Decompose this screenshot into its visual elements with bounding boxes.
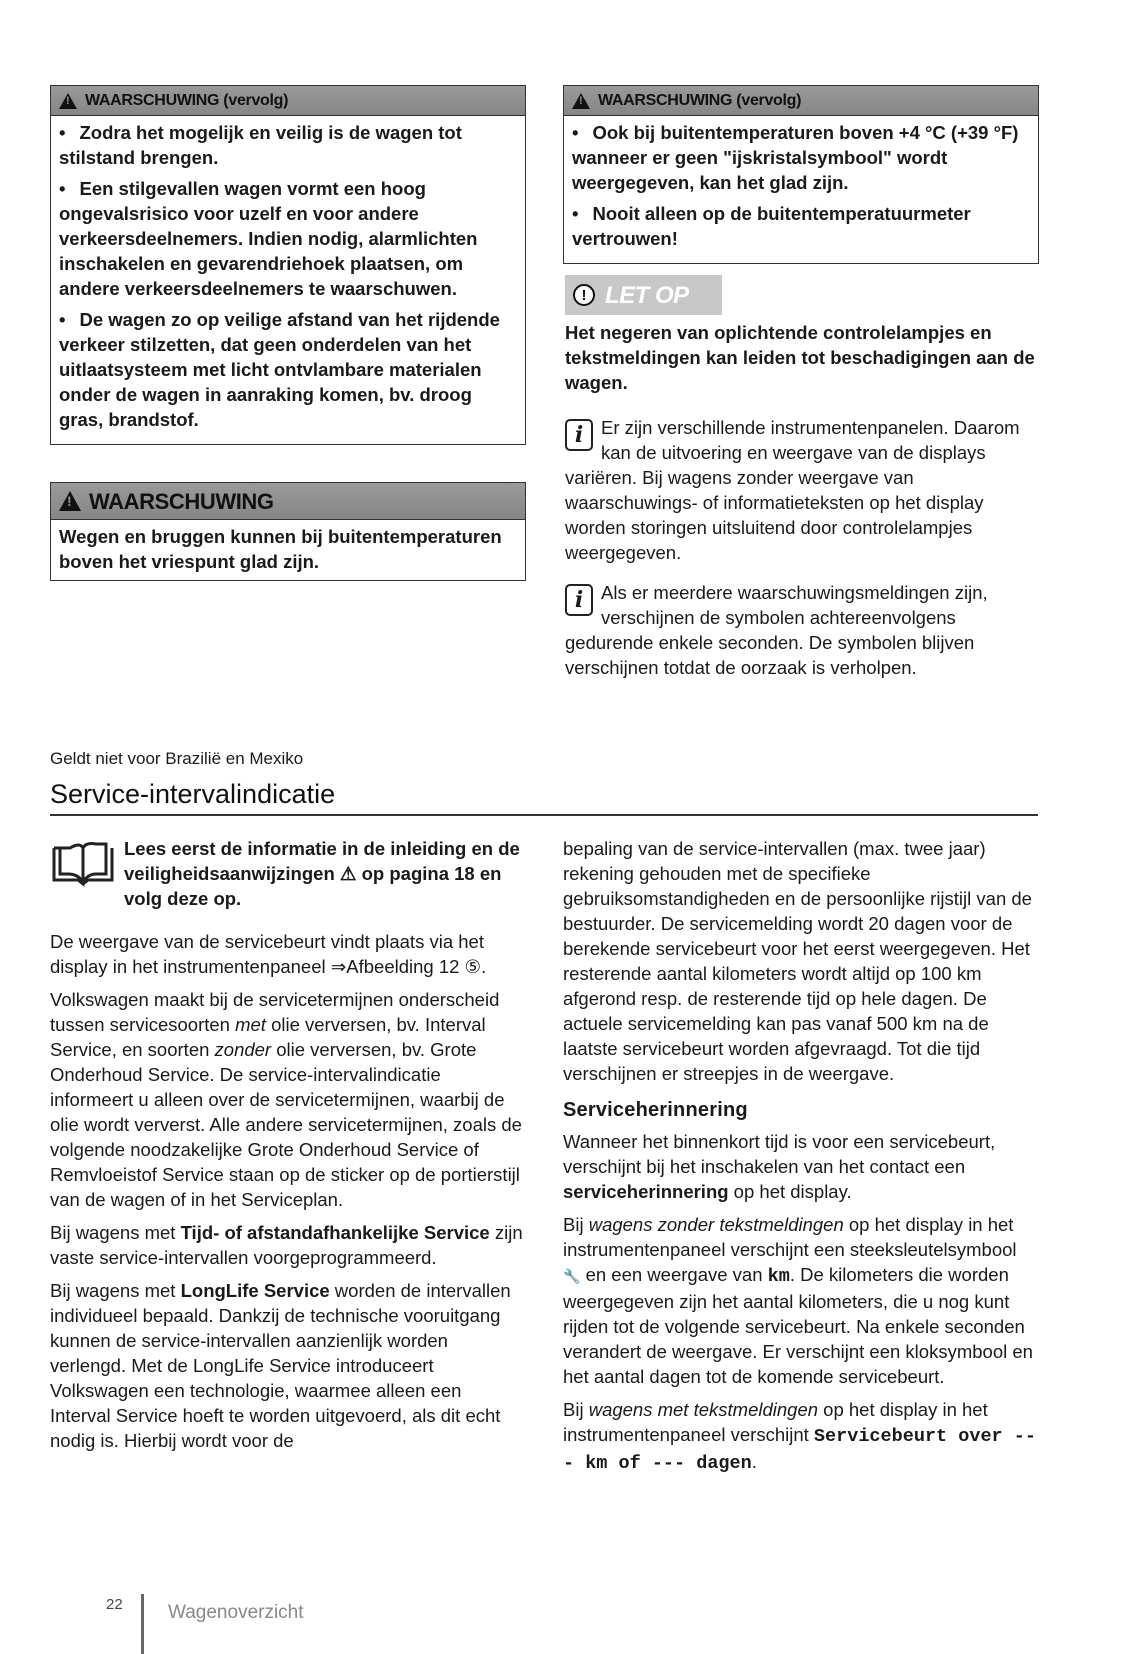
info-note [565,415,1039,565]
text-segment: op pagina 18 en volg deze op. [124,863,502,909]
paragraph [50,987,524,1212]
warning-body [564,116,1038,263]
intro-paragraph [50,836,524,911]
text-segment: bepaling van de service-intervallen (max. twee jaar) rekening gehouden met de specifieke gebruiksomstandigheden en de persoonlijke rijstijl van de bestuurder. De servicemelding wordt 20 dagen voor de berekende servicebeurt voor het eerst weergegeven. Het resterende aantal kilometers wordt altijd op 100 km afgerond resp. de resterende tijd op hele dagen. De actuele servicemelding kan pas vanaf 500 km na de laatste servicebeurt worden afgevraagd. Tot die tijd verschijnen er streepjes in de weergave. [563,838,1032,1084]
warning-header [564,86,1038,116]
text-segment: Bij [563,1399,589,1420]
paragraph [563,1212,1039,1389]
text-segment: Bij wagens met [50,1280,181,1301]
paragraph [50,929,524,979]
warning-triangle-icon: ⚠ [339,863,357,884]
warning-body [51,520,525,580]
page-number: 22 [106,1596,123,1613]
paragraph [563,1397,1039,1476]
warning-item: • Een stilgevallen wagen vormt een hoog ongevalsrisico voor uzelf en voor andere verkeersdeelnemers. Indien nodig, alarmlichten inschakelen en gevarendriehoek plaatsen, om andere verkeersdeelnemers te waarschuwen. [59,176,517,301]
exclamation-circle-icon: ! [573,284,595,306]
text-segment: serviceherinnering [563,1181,729,1202]
paragraph [50,1220,524,1270]
warning-header-label: WAARSCHUWING [89,488,274,514]
text-segment: Volkswagen maakt bij de servicetermijnen onderscheid tussen servicesoorten [50,989,500,1035]
text-segment: km [767,1266,790,1287]
text-segment: wagens met tekstmeldingen [588,1399,819,1420]
info-text: Er zijn verschillende instrumentenpanelen. Daarom kan de uitvoering en weergave van de displays variëren. Bij wagens zonder weergave van waarschuwings- of informatieteksten op het display worden storingen uitsluitend door controlelampjes weergegeven. [565,417,1020,563]
warning-item: • De wagen zo op veilige afstand van het rijdende verkeer stilzetten, dat geen onderdelen van het uitlaatsysteem met licht ontvlambare materialen onder de wagen in aanraking komen, bv. droog gras, brandstof. [59,307,517,432]
warning-body [51,116,525,444]
right-column [563,836,1039,1484]
text-segment: . [751,1451,757,1472]
text-segment: Lees eerst de informatie in de inleiding en de veiligheidsaanwijzingen [124,838,520,884]
text-segment: met [235,1014,266,1035]
warning-box-continued-left [50,85,526,445]
warning-header-label: WAARSCHUWING (vervolg) [598,92,802,109]
left-column [50,836,524,1461]
text-segment: Tijd- of afstandafhankelijke Service [180,1222,490,1243]
info-text: Als er meerdere waarschuwingsmeldingen zijn, verschijnen de symbolen achtereenvolgens gedurende enkele seconden. De symbolen blijven verschijnen totdat de oorzaak is verholpen. [565,582,988,678]
text-segment: wagens zonder tekstmeldingen [588,1214,844,1235]
text-segment: Bij wagens met [50,1222,181,1243]
paragraph [563,836,1039,1086]
info-note [565,580,1039,680]
warning-box-continued-right [563,85,1039,264]
paragraph [563,1129,1039,1204]
warning-item: • Nooit alleen op de buitentemperatuurmeter vertrouwen! [572,201,1030,251]
warning-box-main [50,482,526,581]
info-icon: i [565,584,593,616]
text-segment: en een weergave van [580,1264,768,1285]
text-segment: Servicebeurt over --- km of --- dagen [563,1426,1036,1474]
notice-badge [565,275,722,315]
text-segment: worden de intervallen individueel bepaald. Dankzij de technische vooruitgang kunnen de service-intervallen aanzienlijk worden verlengd. Met de LongLife Service introduceert Volkswagen een technologie, waarmee alleen een Interval Service hoeft te worden uitgevoerd, als dit echt nodig is. Hierbij wordt voor de [50,1280,511,1451]
applicability-note: Geldt niet voor Brazilië en Mexiko [50,749,304,768]
chapter-name: Wagenoverzicht [168,1602,304,1623]
footer-divider [141,1594,144,1654]
info-icon: i [565,419,593,451]
paragraph [50,1278,524,1453]
text-segment: zonder [214,1039,272,1060]
text-segment: . De kilometers die worden weergegeven zijn het aantal kilometers, die u nog kunt rijden tot de volgende servicebeurt. Na enkele seconden verandert de weergave. Er verschijnt een kloksymbool en het aantal dagen tot de komende servicebeurt. [563,1264,1033,1387]
warning-triangle-icon [572,93,590,109]
notice-text: Het negeren van oplichtende controlelampjes en tekstmeldingen kan leiden tot beschadigingen aan de wagen. [565,322,1035,393]
warning-text: Wegen en bruggen kunnen bij buitentemperaturen boven het vriespunt glad zijn. [59,526,502,572]
text-segment: Wanneer het binnenkort tijd is voor een servicebeurt, verschijnt bij het inschakelen van het contact een [563,1131,996,1177]
subheading: Serviceherinnering [563,1099,748,1121]
text-segment: LongLife Service [180,1280,330,1301]
warning-triangle-icon [59,93,77,109]
text-segment: op het display in het instrumentenpaneel verschijnt een steeksleutelsymbool [563,1214,1017,1260]
notice-label: LET OP [605,281,689,309]
text-segment: op het display. [728,1181,852,1202]
text-segment: olie verversen, bv. Interval Service, en soorten [50,1014,486,1060]
text-segment: zijn vaste service-intervallen voorgeprogrammeerd. [50,1222,523,1268]
section-title: Service-intervalindicatie [50,779,336,809]
text-segment: op het display in het instrumentenpaneel verschijnt [563,1399,988,1445]
book-icon [50,840,116,888]
warning-header [51,483,525,520]
text-segment: olie verversen, bv. Grote Onderhoud Service. De service-intervalindicatie informeert u alleen over de servicetermijnen, waarbij de olie wordt ververst. Alle andere servicetermijnen, zoals de volgende noodzakelijke Grote Onderhoud Service of Remvloeistof Service staan op de sticker op de portierstijl van de wagen of in het Serviceplan. [50,1039,522,1210]
text-segment: Bij [563,1214,589,1235]
warning-header [51,86,525,116]
text-segment: De weergave van de servicebeurt vindt plaats via het display in het instrumentenpaneel ⇒Afbeelding 12 ⑤. [50,931,487,977]
wrench-icon: 🔧 [563,1268,581,1284]
section-divider [50,814,1038,816]
warning-header-label: WAARSCHUWING (vervolg) [85,92,289,109]
warning-item: • Ook bij buitentemperaturen boven +4 °C (+39 °F) wanneer er geen "ijskristalsymbool" wordt weergegeven, kan het glad zijn. [572,120,1030,195]
warning-item: • Zodra het mogelijk en veilig is de wagen tot stilstand brengen. [59,120,517,170]
warning-triangle-icon [59,491,81,511]
